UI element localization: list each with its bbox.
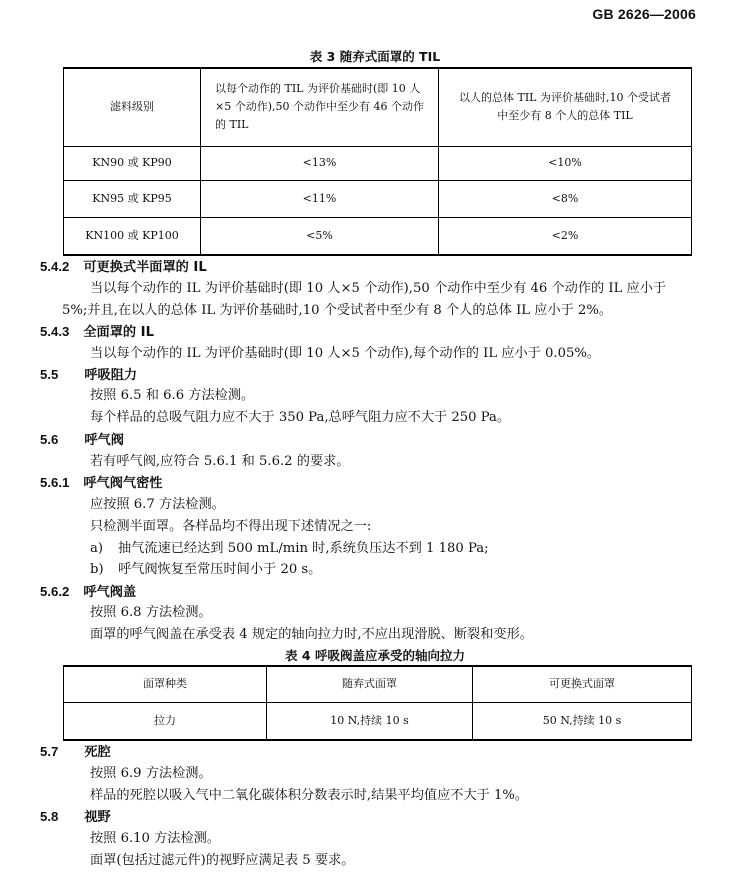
section-title: 呼吸阻力 bbox=[84, 368, 138, 383]
paragraph-line: 面罩(包括过滤元件)的视野应满足表 5 要求。 bbox=[90, 853, 355, 868]
section-title: 死腔 bbox=[84, 745, 111, 760]
table-row bbox=[64, 217, 692, 255]
table-row bbox=[64, 180, 692, 217]
section-number: 5.7 bbox=[40, 744, 59, 759]
table3-header-per-person: 以人的总体 TIL 为评价基础时,10 个受试者中至少有 8 个人的总体 TIL bbox=[439, 68, 692, 146]
section-title: 呼气阀盖 bbox=[83, 585, 137, 600]
paragraph-line: 按照 6.5 和 6.6 方法检测。 bbox=[90, 388, 255, 403]
list-item bbox=[90, 540, 489, 558]
standard-code: GB 2626—2006 bbox=[592, 6, 696, 22]
section-number: 5.6.1 bbox=[40, 475, 70, 490]
paragraph-line: 按照 6.10 方法检测。 bbox=[90, 831, 221, 846]
table3-header-level: 滤料级别 bbox=[64, 68, 201, 146]
table4-header-row bbox=[64, 666, 692, 702]
table-row bbox=[64, 146, 692, 180]
section-heading-5-6-1 bbox=[40, 474, 162, 493]
table4-caption: 表 4 呼吸阀盖应承受的轴向拉力 bbox=[285, 648, 465, 663]
table3-cell: <10% bbox=[439, 146, 692, 180]
paragraph-line: 样品的死腔以吸入气中二氧化碳体积分数表示时,结果平均值应不大于 1%。 bbox=[90, 788, 529, 803]
section-number: 5.6 bbox=[40, 432, 59, 447]
list-item-text: 抽气流速已经达到 500 mL/min 时,系统负压达不到 1 180 Pa; bbox=[118, 541, 489, 556]
paragraph-line: 应按照 6.7 方法检测。 bbox=[90, 497, 225, 512]
section-title: 全面罩的 IL bbox=[83, 325, 154, 340]
table3 bbox=[63, 67, 692, 256]
list-item-label: b) bbox=[90, 562, 104, 577]
paragraph-line: 按照 6.9 方法检测。 bbox=[90, 766, 212, 781]
table4-header-cell: 随弃式面罩 bbox=[267, 666, 473, 702]
paragraph-line: 若有呼气阀,应符合 5.6.1 和 5.6.2 的要求。 bbox=[90, 454, 350, 469]
table3-cell: KN95 或 KP95 bbox=[64, 180, 201, 217]
section-heading-5-5 bbox=[40, 366, 137, 385]
paragraph-line: 当以每个动作的 IL 为评价基础时(即 10 人×5 个动作),每个动作的 IL 应小于 0.05%。 bbox=[90, 346, 601, 361]
table3-header-per-action: 以每个动作的 TIL 为评价基础时(即 10 人×5 个动作),50 个动作中至少有 46 个动作的 TIL bbox=[201, 68, 439, 146]
section-title: 呼气阀气密性 bbox=[83, 476, 163, 491]
paragraph-line: 面罩的呼气阀盖在承受表 4 规定的轴向拉力时,不应出现滑脱、断裂和变形。 bbox=[90, 627, 533, 642]
table4-cell: 50 N,持续 10 s bbox=[473, 702, 692, 740]
section-heading-5-8 bbox=[40, 808, 111, 827]
table4-cell: 拉力 bbox=[64, 702, 267, 740]
section-number: 5.6.2 bbox=[40, 584, 70, 599]
table3-caption: 表 3 随弃式面罩的 TIL bbox=[309, 49, 441, 64]
section-title: 视野 bbox=[84, 810, 111, 825]
list-item bbox=[90, 561, 321, 579]
section-heading-5-4-3 bbox=[40, 323, 154, 342]
section-number: 5.8 bbox=[40, 809, 59, 824]
paragraph-line: 5%;并且,在以人的总体 IL 为评价基础时,10 个受试者中至少有 8 个人的总体 IL 应小于 2%。 bbox=[62, 303, 613, 318]
section-number: 5.4.2 bbox=[40, 259, 70, 274]
table4-header-cell: 可更换式面罩 bbox=[473, 666, 692, 702]
list-item-label: a) bbox=[90, 541, 104, 556]
table3-cell: <5% bbox=[201, 217, 439, 255]
paragraph-line: 当以每个动作的 IL 为评价基础时(即 10 人×5 个动作),50 个动作中至少有 46 个动作的 IL 应小于 bbox=[90, 281, 667, 296]
section-heading-5-6 bbox=[40, 431, 124, 450]
paragraph-line: 只检测半面罩。各样品均不得出现下述情况之一: bbox=[90, 519, 372, 534]
paragraph-line: 按照 6.8 方法检测。 bbox=[90, 605, 212, 620]
table3-cell: <2% bbox=[439, 217, 692, 255]
section-title: 可更换式半面罩的 IL bbox=[83, 260, 207, 275]
table3-cell: KN90 或 KP90 bbox=[64, 146, 201, 180]
table3-cell: <11% bbox=[201, 180, 439, 217]
section-number: 5.5 bbox=[40, 367, 59, 382]
table4-cell: 10 N,持续 10 s bbox=[267, 702, 473, 740]
section-heading-5-6-2 bbox=[40, 583, 136, 602]
table3-cell: <8% bbox=[439, 180, 692, 217]
section-heading-5-4-2 bbox=[40, 258, 207, 277]
section-heading-5-7 bbox=[40, 743, 111, 762]
table3-cell: <13% bbox=[201, 146, 439, 180]
list-item-text: 呼气阀恢复至常压时间小于 20 s。 bbox=[118, 562, 322, 577]
section-title: 呼气阀 bbox=[84, 433, 124, 448]
table4 bbox=[63, 665, 692, 741]
paragraph-line: 每个样品的总吸气阻力应不大于 350 Pa,总呼气阻力应不大于 250 Pa。 bbox=[90, 410, 511, 425]
table-row bbox=[64, 702, 692, 740]
section-number: 5.4.3 bbox=[40, 324, 70, 339]
table4-header-cell: 面罩种类 bbox=[64, 666, 267, 702]
table3-cell: KN100 或 KP100 bbox=[64, 217, 201, 255]
table3-header-row bbox=[64, 68, 692, 146]
